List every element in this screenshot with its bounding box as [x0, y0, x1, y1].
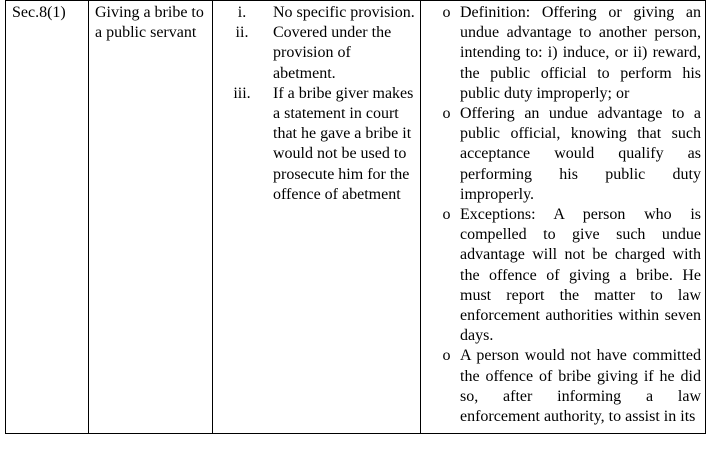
bullet-icon: o — [442, 347, 451, 365]
list-item-text: No specific provision. — [273, 4, 415, 21]
list-item — [219, 84, 416, 205]
list-item-text: If a bribe giver makes a statement in court that he gave a bribe it would not be used to prosecute him for the offence of abetment — [273, 84, 414, 203]
bullet-icon: o — [442, 206, 451, 224]
bullet-icon: o — [442, 4, 451, 21]
new-provision-cell — [421, 1, 706, 434]
bullet-item — [427, 346, 701, 427]
section-cell — [6, 1, 89, 434]
bullet-text: Exceptions: A person who is compelled to give such undue advantage will not be charged with the offence of giving a bribe. He must report the matter to law enforcement authorities within seven days. — [460, 206, 701, 345]
offence-cell — [89, 1, 213, 434]
bill-comparison-table — [5, 0, 706, 434]
bullet-text: A person would not have committed the offence of bribe giving if he did so, after informing a law enforcement authority, to assist in its — [460, 347, 701, 426]
current-provision-cell — [213, 1, 421, 434]
list-item — [219, 23, 416, 84]
bullet-text: Offering an undue advantage to a public official, knowing that such acceptance would qualify as performing his public duty improperly. — [460, 105, 701, 203]
offence-text: Giving a bribe to a public servant — [95, 4, 204, 42]
list-marker: iii. — [233, 84, 251, 102]
section-number: Sec.8(1) — [12, 4, 66, 21]
list-marker: i. — [237, 4, 247, 21]
list-item-text: Covered under the provision of abetment. — [273, 24, 392, 82]
bullet-item — [427, 3, 701, 104]
table-row — [6, 1, 706, 434]
bullet-text: Definition: Offering or giving an undue advantage to another person, intending to: i) induce, or ii) reward, the public official to perform his public duty improperly; or — [460, 4, 701, 102]
bullet-icon: o — [442, 105, 451, 123]
list-item — [219, 3, 416, 23]
bullet-item — [427, 205, 701, 346]
list-marker: ii. — [235, 24, 249, 42]
bullet-item — [427, 104, 701, 205]
